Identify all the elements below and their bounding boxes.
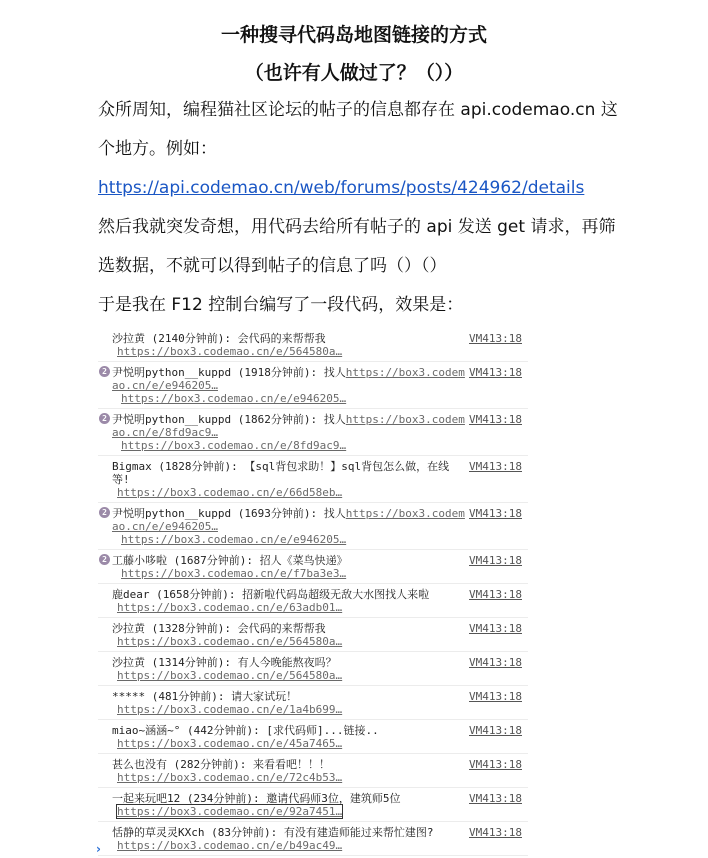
repeat-count-badge: 2 bbox=[99, 554, 110, 565]
source-link[interactable]: VM413:18 bbox=[469, 690, 522, 703]
console-log-row bbox=[98, 409, 528, 456]
console-log-row bbox=[98, 618, 528, 652]
log-message bbox=[98, 588, 528, 601]
repeat-count-badge: 2 bbox=[99, 413, 110, 424]
idea-paragraph: 然后我就突发奇想，用代码去给所有帖子的 api 发送 get 请求，再筛选数据，不就可以得到帖子的信息了吗（）（） bbox=[98, 217, 616, 276]
source-link[interactable]: VM413:18 bbox=[469, 554, 522, 567]
source-link[interactable]: VM413:18 bbox=[469, 792, 522, 805]
source-link[interactable]: VM413:18 bbox=[469, 622, 522, 635]
log-message bbox=[98, 622, 528, 635]
result-paragraph: 于是我在 F12 控制台编写了一段代码，效果是： bbox=[98, 295, 464, 315]
map-link[interactable]: https://box3.codemao.cn/e/e946205… bbox=[121, 533, 347, 546]
map-link[interactable]: https://box3.codemao.cn/e/72c4b53… bbox=[117, 771, 343, 784]
log-text: 尹悦明python__kuppd (1862分钟前): 找人 bbox=[112, 413, 346, 426]
map-link[interactable]: https://box3.codemao.cn/e/564580a… bbox=[117, 635, 343, 648]
map-link[interactable]: https://box3.codemao.cn/e/b49ac49… bbox=[117, 839, 343, 852]
console-log-row bbox=[98, 328, 528, 362]
console-log-row bbox=[98, 362, 528, 409]
log-message bbox=[98, 507, 528, 520]
console-log-row bbox=[98, 822, 528, 856]
source-link[interactable]: VM413:18 bbox=[469, 332, 522, 345]
log-text-continued: 等! bbox=[112, 473, 130, 486]
map-link[interactable]: https://box3.codemao.cn/e/45a7465… bbox=[117, 737, 343, 750]
inline-link-continued[interactable]: ao.cn/e/e946205… bbox=[112, 379, 218, 392]
map-link[interactable]: https://box3.codemao.cn/e/63adb01… bbox=[117, 601, 343, 614]
console-log-row bbox=[98, 503, 528, 550]
log-message bbox=[98, 690, 528, 703]
article-title: 一种搜寻代码岛地图链接的方式 bbox=[220, 24, 487, 46]
console-output-screenshot bbox=[98, 328, 528, 856]
repeat-count-badge: 2 bbox=[99, 507, 110, 518]
example-api-link[interactable]: https://api.codemao.cn/web/forums/posts/424962/details bbox=[98, 178, 585, 198]
log-text: 恬静的草灵灵KXch (83分钟前): 有没有建造师能过来帮忙建图? bbox=[112, 826, 434, 839]
map-link[interactable]: https://box3.codemao.cn/e/564580a… bbox=[117, 669, 343, 682]
inline-link-continued[interactable]: ao.cn/e/8fd9ac9… bbox=[112, 426, 218, 439]
map-link[interactable]: https://box3.codemao.cn/e/8fd9ac9… bbox=[121, 439, 347, 452]
source-link[interactable]: VM413:18 bbox=[469, 656, 522, 669]
console-log-row bbox=[98, 456, 528, 503]
source-link[interactable]: VM413:18 bbox=[469, 588, 522, 601]
console-log-row bbox=[98, 686, 528, 720]
log-text: Bigmax (1828分钟前): 【sql背包求助！】sql背包怎么做，在线 bbox=[112, 460, 450, 473]
inline-link[interactable]: https://box3.codem bbox=[345, 366, 465, 379]
log-message bbox=[98, 826, 528, 839]
source-link[interactable]: VM413:18 bbox=[469, 758, 522, 771]
console-log-row bbox=[98, 584, 528, 618]
console-prompt-icon[interactable]: › bbox=[96, 842, 101, 856]
console-log-row bbox=[98, 788, 528, 822]
log-text: 尹悦明python__kuppd (1918分钟前): 找人 bbox=[112, 366, 346, 379]
log-text: 沙拉黄 (2140分钟前): 会代码的来帮帮我 bbox=[112, 332, 326, 345]
log-text: ***** (481分钟前): 请大家试玩！ bbox=[112, 690, 298, 703]
map-link[interactable]: https://box3.codemao.cn/e/92a7451… bbox=[117, 805, 343, 818]
map-link[interactable]: https://box3.codemao.cn/e/564580a… bbox=[117, 345, 343, 358]
map-link[interactable]: https://box3.codemao.cn/e/1a4b699… bbox=[117, 703, 343, 716]
log-text: miao~涵涵~° (442分钟前): [求代码师]...链接.. bbox=[112, 724, 379, 737]
map-link[interactable]: https://box3.codemao.cn/e/66d58eb… bbox=[117, 486, 343, 499]
intro-paragraph: 众所周知，编程猫社区论坛的帖子的信息都存在 api.codemao.cn 这个地方。例如： bbox=[98, 100, 618, 159]
log-message bbox=[98, 460, 528, 473]
log-text: 一起来玩吧12 (234分钟前): 邀请代码师3位，建筑师5位 bbox=[112, 792, 401, 805]
inline-link[interactable]: https://box3.codem bbox=[345, 413, 465, 426]
log-message bbox=[98, 366, 528, 379]
console-log-row bbox=[98, 550, 528, 584]
map-link[interactable]: https://box3.codemao.cn/e/f7ba3e3… bbox=[121, 567, 347, 580]
source-link[interactable]: VM413:18 bbox=[469, 413, 522, 426]
log-text: 鹿dear (1658分钟前): 招新啦代码岛超级无敌大水图找人来啦 bbox=[112, 588, 430, 601]
source-link[interactable]: VM413:18 bbox=[469, 507, 522, 520]
console-log-row bbox=[98, 652, 528, 686]
repeat-count-badge: 2 bbox=[99, 366, 110, 377]
source-link[interactable]: VM413:18 bbox=[469, 366, 522, 379]
log-text: 甚么也没有 (282分钟前): 来看看吧！！！ bbox=[112, 758, 330, 771]
log-text: 沙拉黄 (1314分钟前): 有人今晚能熬夜吗？ bbox=[112, 656, 337, 669]
log-message bbox=[98, 656, 528, 669]
article-subtitle: （也许有人做过了？（）） bbox=[244, 62, 464, 84]
console-log-row bbox=[98, 720, 528, 754]
log-message bbox=[98, 413, 528, 426]
inline-link[interactable]: https://box3.codem bbox=[345, 507, 465, 520]
inline-link-continued[interactable]: ao.cn/e/e946205… bbox=[112, 520, 218, 533]
source-link[interactable]: VM413:18 bbox=[469, 826, 522, 839]
log-text: 尹悦明python__kuppd (1693分钟前): 找人 bbox=[112, 507, 346, 520]
log-text: 工藤小哆啦 (1687分钟前): 招人《菜鸟快递》 bbox=[112, 554, 348, 567]
log-message bbox=[98, 758, 528, 771]
log-message bbox=[98, 792, 528, 805]
source-link[interactable]: VM413:18 bbox=[469, 724, 522, 737]
source-link[interactable]: VM413:18 bbox=[469, 460, 522, 473]
log-message bbox=[98, 724, 528, 737]
log-message bbox=[98, 332, 528, 345]
console-log-row bbox=[98, 754, 528, 788]
map-link[interactable]: https://box3.codemao.cn/e/e946205… bbox=[121, 392, 347, 405]
log-message bbox=[98, 554, 528, 567]
log-text: 沙拉黄 (1328分钟前): 会代码的来帮帮我 bbox=[112, 622, 326, 635]
